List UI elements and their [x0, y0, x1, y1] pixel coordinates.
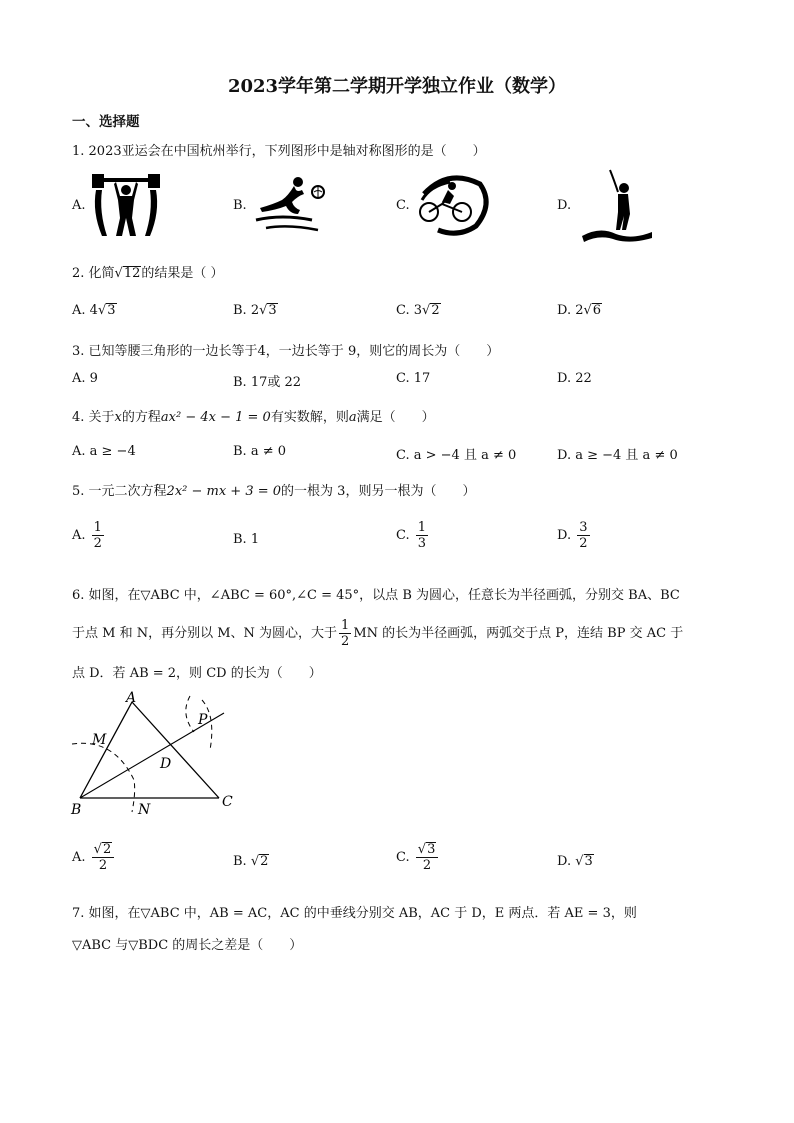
question-3-stem: 3. 已知等腰三角形的一边长等于4，一边长等于 9，则它的周长为（ ） — [72, 344, 500, 359]
q5-option-c — [396, 520, 430, 551]
q5-option-b: B. 1 — [233, 532, 260, 547]
q2-option-c: C. 3√2 — [396, 303, 440, 318]
q3-option-b: B. 17或 22 — [233, 375, 302, 390]
q2-option-c-radicand: 2 — [431, 303, 440, 318]
q6-frac-num: 1 — [341, 618, 350, 633]
q6-option-c-num: √3 — [416, 842, 439, 858]
q2-option-a-label: A. 4 — [72, 303, 98, 318]
question-7-line-2: ▽ABC 与▽BDC 的周长之差是（ ） — [72, 938, 303, 953]
arc-from-m — [186, 696, 194, 732]
q2-option-d-label: D. 2 — [557, 303, 584, 318]
q6-option-a-radicand: 2 — [102, 842, 112, 857]
q6-half-fraction — [339, 618, 351, 649]
q6-option-c-label: C. — [396, 850, 410, 865]
q4-option-d: D. a ≥ −4 且 a ≠ 0 — [557, 448, 678, 463]
question-2-stem: 2. 化简√12的结果是（ ） — [72, 266, 224, 281]
q2-option-d-radicand: 6 — [592, 303, 602, 318]
q4-option-c: C. a > −4 且 a ≠ 0 — [396, 448, 517, 463]
question-6-line-2 — [72, 618, 683, 649]
label-d: D — [160, 756, 172, 772]
q2-radicand: 12 — [123, 266, 141, 281]
label-n: N — [138, 802, 151, 818]
label-b: B — [71, 802, 82, 818]
q6-line2-suffix: MN 的长为半径画弧，两弧交于点 P，连结 BP 交 AC 于 — [353, 626, 684, 641]
q2-option-b-label: B. 2 — [233, 303, 260, 318]
question-6-line-3: 点 D．若 AB = 2，则 CD 的长为（ ） — [72, 666, 322, 681]
q2-option-a-radicand: 3 — [107, 303, 116, 318]
golf-icon — [580, 168, 656, 244]
q5-option-a-fraction — [92, 520, 104, 551]
q6-option-d-label: D. — [557, 854, 572, 869]
q4-option-b: B. a ≠ 0 — [233, 444, 286, 459]
q2-option-b-radicand: 3 — [268, 303, 277, 318]
label-a: A — [126, 690, 137, 706]
q5-option-d-num: 3 — [579, 520, 588, 535]
q2-suffix: 的结果是（ ） — [141, 266, 224, 281]
q2-option-d: D. 2√6 — [557, 303, 602, 318]
q6-option-c-radicand: 3 — [427, 842, 436, 857]
q6-option-a — [72, 842, 116, 873]
q1-option-a-label: A. — [72, 198, 86, 213]
question-7-line-1: 7. 如图，在▽ABC 中，AB = AC，AC 的中垂线分别交 AB，AC 于 D，E 两点．若 AE = 3，则 — [72, 906, 637, 921]
page-title: 2023学年第二学期开学独立作业（数学） — [227, 76, 567, 97]
question-5-stem — [72, 480, 475, 499]
section-heading: 一、选择题 — [72, 114, 140, 130]
q6-option-a-fraction — [92, 842, 115, 873]
question-4-stem — [72, 406, 435, 425]
q6-option-b-radicand: 2 — [260, 854, 269, 869]
q5-option-c-den: 3 — [417, 536, 427, 551]
q4-equation: ax² − 4x − 1 = 0 — [160, 410, 271, 425]
q2-option-a: A. 4√3 — [72, 303, 116, 318]
q5-option-d-fraction — [577, 520, 589, 551]
q5-option-a-den: 2 — [93, 536, 102, 551]
q5-option-a — [72, 520, 106, 551]
q6-option-d-radicand: 3 — [584, 854, 593, 869]
q3-option-a: A. 9 — [72, 371, 98, 386]
q3-option-d: D. 22 — [557, 371, 592, 386]
q6-option-c-fraction — [416, 842, 439, 873]
q6-option-a-den: 2 — [98, 858, 108, 873]
cycling-icon — [414, 174, 492, 238]
q1-option-b-label: B. — [233, 198, 247, 213]
q5-option-c-label: C. — [396, 528, 410, 543]
q5-equation: 2x² − mx + 3 = 0 — [166, 484, 282, 499]
weightlifting-icon — [90, 172, 162, 240]
q2-option-b: B. 2√3 — [233, 303, 277, 318]
q6-option-b: B. √2 — [233, 854, 269, 869]
label-m: M — [92, 732, 107, 748]
q6-option-b-label: B. — [233, 854, 247, 869]
q4-mid: 的方程 — [121, 410, 161, 425]
q3-option-c: C. 17 — [396, 371, 431, 386]
q5-option-c-num: 1 — [417, 520, 427, 535]
q5-suffix: 的一根为 3，则另一根为（ ） — [281, 484, 476, 499]
q6-line2-prefix: 于点 M 和 N，再分别以 M、N 为圆心，大于 — [72, 626, 338, 641]
q1-option-c-label: C. — [396, 198, 410, 213]
q6-option-a-label: A. — [72, 850, 86, 865]
q5-option-d-label: D. — [557, 528, 572, 543]
q5-prefix: 5. 一元二次方程 — [72, 484, 167, 499]
q2-prefix: 2. 化简 — [72, 266, 115, 281]
q2-option-c-label: C. 3 — [396, 303, 423, 318]
q6-option-d: D. √3 — [557, 854, 593, 869]
q5-option-c-fraction — [416, 520, 428, 551]
q5-option-a-label: A. — [72, 528, 86, 543]
label-p: P — [198, 712, 208, 728]
volleyball-icon — [252, 174, 328, 236]
q4-prefix: 4. 关于 — [72, 410, 115, 425]
question-6-line-1: 6. 如图，在▽ABC 中，∠ABC = 60°,∠C = 45°，以点 B 为圆心，任意长为半径画弧，分别交 BA、BC — [72, 588, 680, 603]
q4-variable-a: a — [348, 410, 357, 425]
q1-option-d-label: D. — [557, 198, 572, 213]
q4-option-a: A. a ≥ −4 — [72, 444, 136, 459]
q6-option-a-num: √2 — [92, 842, 115, 858]
q6-option-c-den: 2 — [422, 858, 432, 873]
label-c: C — [222, 794, 233, 810]
question-1-stem: 1. 2023亚运会在中国杭州举行，下列图形中是轴对称图形的是（ ） — [72, 144, 486, 159]
q6-geometry-figure — [66, 688, 236, 822]
q5-option-d-den: 2 — [579, 536, 588, 551]
q4-variable-x: x — [114, 410, 122, 425]
q6-option-c — [396, 842, 440, 873]
q5-option-d — [557, 520, 592, 551]
q6-frac-den: 2 — [341, 634, 350, 649]
q4-post1: 有实数解，则 — [270, 410, 349, 425]
segment-ba — [80, 702, 132, 798]
q5-option-a-num: 1 — [93, 520, 102, 535]
q4-post2: 满足（ ） — [356, 410, 435, 425]
